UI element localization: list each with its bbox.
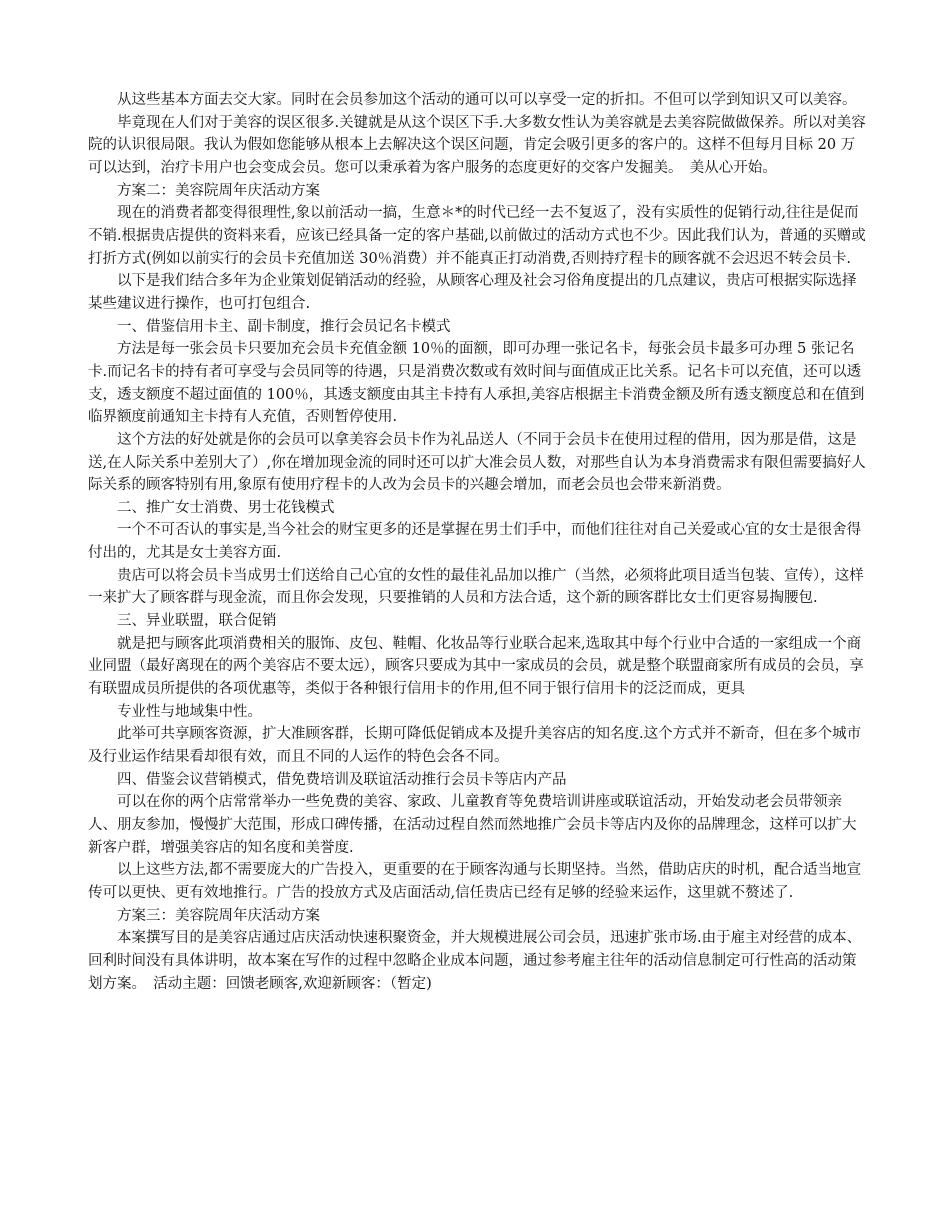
paragraph-rational-consumers: 现在的消费者都变得很理性,象以前活动一搞，生意＊*的时代已经一去不复返了，没有实质性的促销行动,往往是促而不销.根据贵店提供的资料来看，应该已经具备一定的客户基础,以前做过的活动方式也不少。因此我们认为，普通的买赠或打折方式(例如以前实行的会员卡充值加送 30％消费）并不能真正打动消费,否则持疗程卡的顾客就不会迟迟不转会员卡. (88, 205, 866, 267)
paragraph-beauty-misconception: 毕竟现在人们对于美容的误区很多.关键就是从这个误区下手.大多数女性认为美容就是去美容院做做保养。所以对美容院的认识很局限。我认为假如您能够从根本上去解决这个误区问题，肯定会吸引更多的客户的。这样不但每月目标 20 万可以达到，治疗卡用户也会变成会员。您可以秉承着为客户服务的态度更好的交客户发掘美。 美从心开始。 (88, 114, 866, 176)
heading-section-three: 三、异业联盟，联合促销 (117, 613, 277, 630)
paragraph-alliance-description: 就是把与顾客此项消费相关的服饰、皮包、鞋帽、化妆品等行业联合起来,选取其中每个行业中合适的一家组成一个商业同盟（最好离现在的两个美容店不要太远），顾客只要成为其中一家成员的会员，就是整个联盟商家所有成员的会员，享有联盟成员所提供的各项优惠等，类似于各种银行信用卡的作用,但不同于银行信用卡的泛泛而成，更具 (88, 635, 864, 698)
paragraph-named-card-benefits: 这个方法的好处就是你的会员可以拿美容会员卡作为礼品送人（不同于会员卡在使用过程的借用，因为那是借，这是送,在人际关系中差别大了）,你在增加现金流的同时还可以扩大准会员人数，对那些自认为本身消费需求有限但需要搞好人际关系的顾客特别有用,象原有使用疗程卡的人改为会员卡的兴趣会增加，而老会员也会带来新消费。 (88, 431, 866, 494)
paragraph-free-training: 可以在你的两个店常常举办一些免费的美容、家政、儿童教育等免费培训讲座或联谊活动，开始发动老会员带领亲人、朋友参加，慢慢扩大范围，形成口碑传播，在活动过程自然而然地推广会员卡等店内及你的品牌理念，这样可以扩大新客户群，增强美容店的知名度和美誉度. (88, 794, 857, 856)
paragraph-plan-three-purpose: 本案撰写目的是美容店通过店庆活动快速积聚资金，并大规模进展公司会员，迅速扩张市场.由于雇主对经营的成本、回利时间没有具体讲明，故本案在写作的过程中忽略企业成本问题，通过参考雇主往年的活动信息制定可行性高的活动策划方案。 活动主题：回馈老顾客,欢迎新顾客：（暂定) (88, 930, 862, 992)
heading-section-two: 二、推广女士消费、男士花钱模式 (117, 499, 335, 516)
heading-plan-two: 方案二：美容院周年庆活动方案 (117, 182, 320, 199)
paragraph-card-as-gift: 贵店可以将会员卡当成男士们送给自己心宜的女性的最佳礼品加以推广（当然，必须将此项目适当包装、宣传），这样一来扩大了顾客群与现金流，而且你会发现，只要推销的人员和方法合适，这个新的顾客群比女士们更容易掏腰包. (88, 567, 864, 607)
paragraph-named-card-method: 方法是每一张会员卡只要加充会员卡充值金额 10％的面额，即可办理一张记名卡，每张会员卡最多可办理 5 张记名卡.而记名卡的持有者可享受与会员同等的待遇，只是消费次数或有效时间与面值成正比关系。记名卡可以充值，还可以透支，透支额度不超过面值的 100％，其透支额度由其主卡持有人承担,美容店根据主卡消费金额及所有透支额度总和在值到临界额度前通知主卡持有人充值，否则暂停使用. (88, 341, 865, 426)
paragraph-suggestions-intro: 以下是我们结合多年为企业策划促销活动的经验，从顾客心理及社会习俗角度提出的几点建议，贵店可根据实际选择某些建议进行操作，也可打包组合. (88, 273, 857, 312)
paragraph-alliance-continued: 专业性与地域集中性。 (117, 703, 262, 720)
paragraph-men-spending: 一个不可否认的事实是,当今社会的财宝更多的还是掌握在男士们手中，而他们往往对自己关爱或心宜的女士是很舍得付出的，尤其是女士美容方面. (88, 522, 862, 562)
paragraph-intro-discount: 从这些基本方面去交大家。同时在会员参加这个活动的通可以可以享受一定的折扣。不但可以学到知识又可以美容。 (117, 92, 857, 108)
document-body (88, 89, 868, 995)
heading-plan-three: 方案三：美容院周年庆活动方案 (117, 907, 320, 924)
heading-section-four: 四、借鉴会议营销模式，借免费培训及联谊活动推行会员卡等店内产品 (117, 771, 567, 788)
heading-section-one: 一、借鉴信用卡主、副卡制度，推行会员记名卡模式 (117, 318, 451, 335)
paragraph-alliance-benefits: 此举可共享顾客资源，扩大准顾客群，长期可降低促销成本及提升美容店的知名度.这个方式并不新奇，但在多个城市及行业运作结果看却很有效，而且不同的人运作的特色会各不同。 (88, 726, 862, 766)
paragraph-methods-summary: 以上这些方法,都不需要庞大的广告投入，更重要的在于顾客沟通与长期坚持。当然，借助店庆的时机，配合适当地宣传可以更快、更有效地推行。广告的投放方式及店面活动,信任贵店已经有足够的经验来运作，这里就不赘述了. (88, 862, 862, 901)
